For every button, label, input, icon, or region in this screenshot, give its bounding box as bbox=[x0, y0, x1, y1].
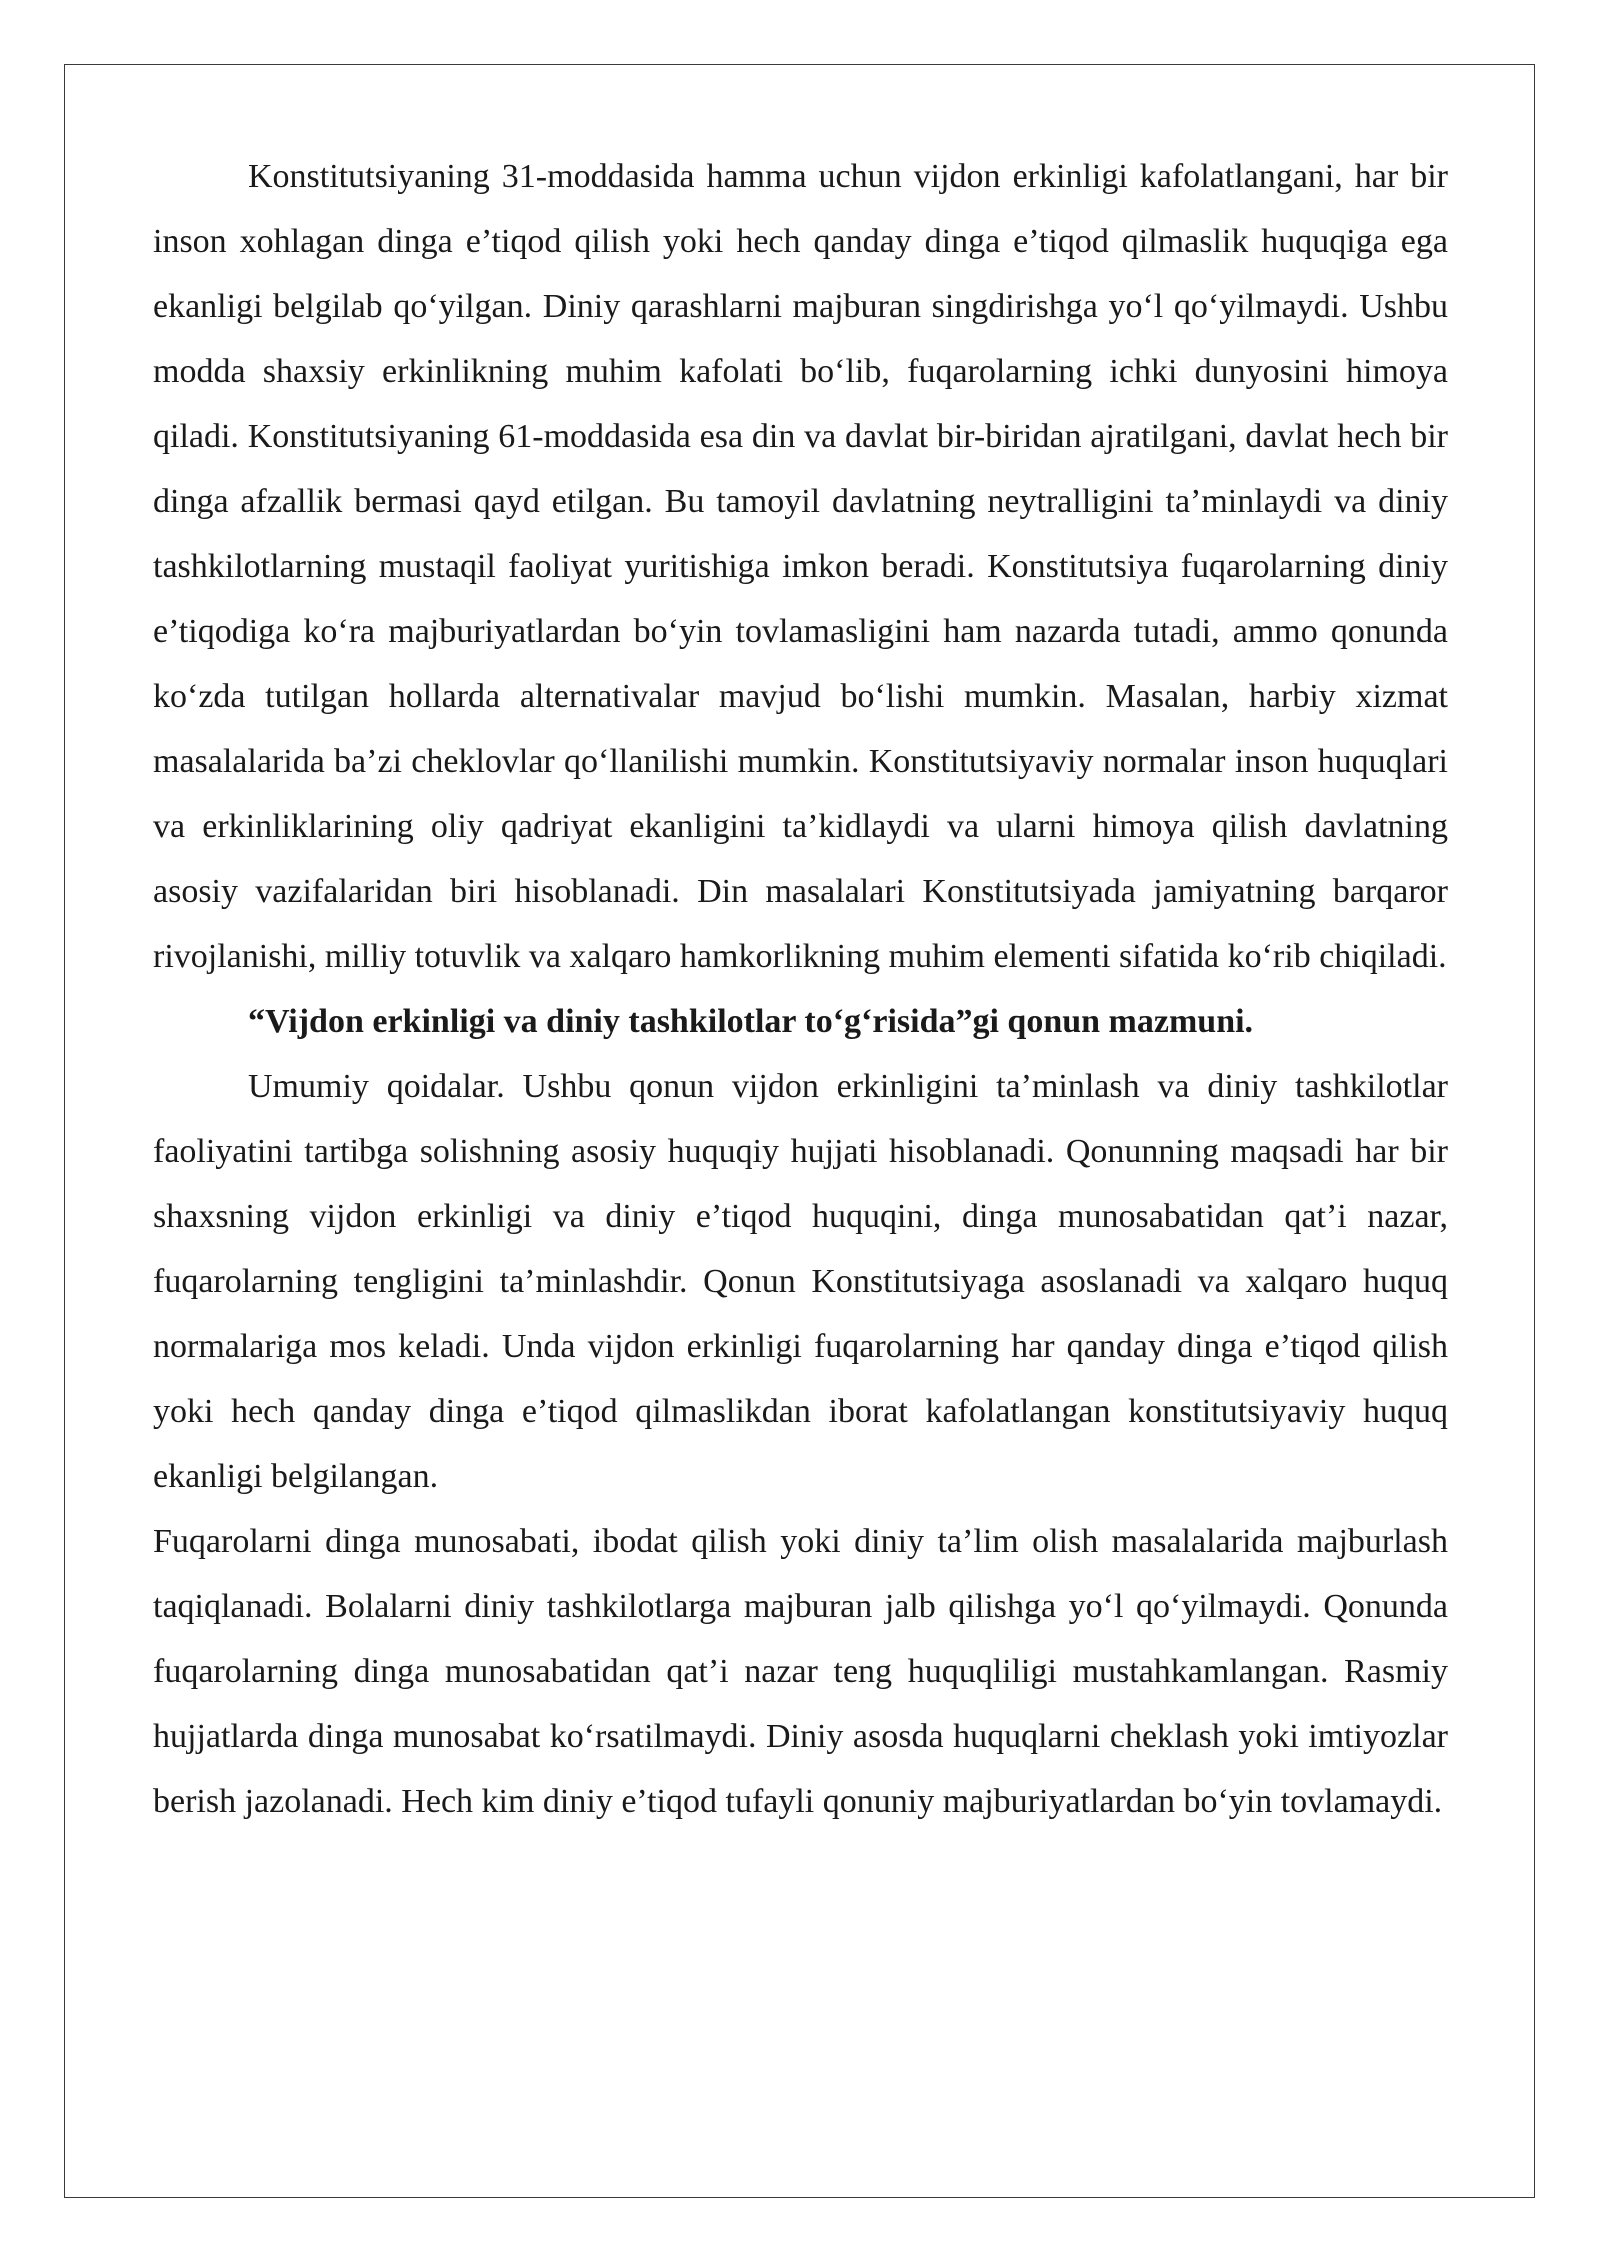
document-body bbox=[153, 144, 1448, 1834]
section-heading: “Vijdon erkinligi va diniy tashkilotlar to‘g‘risida”gi qonun mazmuni. bbox=[248, 1003, 1254, 1040]
paragraph-coercion: Fuqarolarni dinga munosabati, ibodat qilish yoki diniy ta’lim olish masalalarida majburlash taqiqlanadi. Bolalarni diniy tashkilotlarga majburan jalb qilishga yo‘l qo‘yilmaydi. Qonunda fuqarolarning dinga munosabatidan qat’i nazar teng huquqliligi mustahkamlangan. Rasmiy hujjatlarda dinga munosabat ko‘rsatilmaydi. Diniy asosda huquqlarni cheklash yoki imtiyozlar berish jazolanadi. Hech kim diniy e’tiqod tufayli qonuniy majburiyatlardan bo‘yin tovlamaydi. bbox=[153, 1523, 1448, 1820]
paragraph-constitution: Konstitutsiyaning 31-moddasida hamma uchun vijdon erkinligi kafolatlangani, har bir inson xohlagan dinga e’tiqod qilish yoki hech qanday dinga e’tiqod qilmaslik huquqiga ega ekanligi belgilab qo‘yilgan. Diniy qarashlarni majburan singdirishga yo‘l qo‘yilmaydi. Ushbu modda shaxsiy erkinlikning muhim kafolati bo‘lib, fuqarolarning ichki dunyosini himoya qiladi. Konstitutsiyaning 61-moddasida esa din va davlat bir-biridan ajratilgani, davlat hech bir dinga afzallik bermasi qayd etilgan. Bu tamoyil davlatning neytralligini ta’minlaydi va diniy tashkilotlarning mustaqil faoliyat yuritishiga imkon beradi. Konstitutsiya fuqarolarning diniy e’tiqodiga ko‘ra majburiyatlardan bo‘yin tovlamasligini ham nazarda tutadi, ammo qonunda ko‘zda tutilgan hollarda alternativalar mavjud bo‘lishi mumkin. Masalan, harbiy xizmat masalalarida ba’zi cheklovlar qo‘llanilishi mumkin. Konstitutsiyaviy normalar inson huquqlari va erkinliklarining oliy qadriyat ekanligini ta’kidlaydi va ularni himoya qilish davlatning asosiy vazifalaridan biri hisoblanadi. Din masalalari Konstitutsiyada jamiyatning barqaror rivojlanishi, milliy totuvlik va xalqaro hamkorlikning muhim elementi sifatida ko‘rib chiqiladi. bbox=[153, 158, 1448, 975]
paragraph-general-rules: Umumiy qoidalar. Ushbu qonun vijdon erkinligini ta’minlash va diniy tashkilotlar faoliyatini tartibga solishning asosiy huquqiy hujjati hisoblanadi. Qonunning maqsadi har bir shaxsning vijdon erkinligi va diniy e’tiqod huquqini, dinga munosabatidan qat’i nazar, fuqarolarning tengligini ta’minlashdir. Qonun Konstitutsiyaga asoslanadi va xalqaro huquq normalariga mos keladi. Unda vijdon erkinligi fuqarolarning har qanday dinga e’tiqod qilish yoki hech qanday dinga e’tiqod qilmaslikdan iborat kafolatlangan konstitutsiyaviy huquq ekanligi belgilangan. bbox=[153, 1068, 1448, 1495]
